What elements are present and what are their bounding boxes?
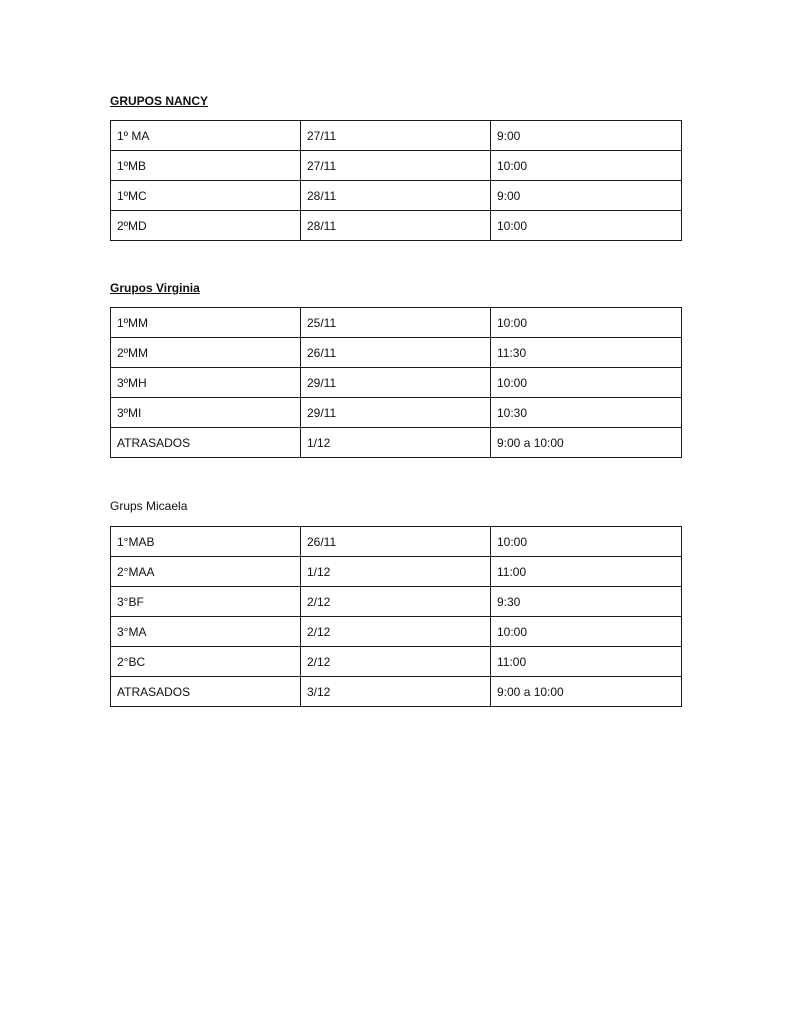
date-cell: 29/11 xyxy=(301,398,491,428)
time-cell: 10:00 xyxy=(491,308,682,338)
time-cell: 9:00 a 10:00 xyxy=(491,428,682,458)
time-cell: 10:00 xyxy=(491,368,682,398)
date-cell: 28/11 xyxy=(301,181,491,211)
date-cell: 29/11 xyxy=(301,368,491,398)
time-cell: 9:30 xyxy=(491,587,682,617)
group-cell: 1ºMM xyxy=(111,308,301,338)
group-cell: 2ºMM xyxy=(111,338,301,368)
group-cell: 3ºMH xyxy=(111,368,301,398)
date-cell: 3/12 xyxy=(301,677,491,707)
time-cell: 11:00 xyxy=(491,557,682,587)
time-cell: 9:00 xyxy=(491,181,682,211)
date-cell: 2/12 xyxy=(301,587,491,617)
date-cell: 2/12 xyxy=(301,617,491,647)
section-title-nancy: GRUPOS NANCY xyxy=(110,94,209,108)
table-row xyxy=(111,617,682,647)
time-cell: 9:00 a 10:00 xyxy=(491,677,682,707)
group-cell: ATRASADOS xyxy=(111,428,301,458)
table-row xyxy=(111,211,682,241)
date-cell: 1/12 xyxy=(301,428,491,458)
group-cell: ATRASADOS xyxy=(111,677,301,707)
table-row xyxy=(111,398,682,428)
time-cell: 9:00 xyxy=(491,121,682,151)
table-row xyxy=(111,338,682,368)
date-cell: 26/11 xyxy=(301,338,491,368)
date-cell: 27/11 xyxy=(301,151,491,181)
date-cell: 1/12 xyxy=(301,557,491,587)
date-cell: 28/11 xyxy=(301,211,491,241)
section-title-micaela: Grups Micaela xyxy=(110,499,188,513)
time-cell: 10:30 xyxy=(491,398,682,428)
group-cell: 3°MA xyxy=(111,617,301,647)
schedule-table-nancy xyxy=(110,120,682,241)
time-cell: 10:00 xyxy=(491,617,682,647)
date-cell: 27/11 xyxy=(301,121,491,151)
group-cell: 1º MA xyxy=(111,121,301,151)
time-cell: 10:00 xyxy=(491,151,682,181)
group-cell: 2°MAA xyxy=(111,557,301,587)
table-row xyxy=(111,308,682,338)
group-cell: 1ºMC xyxy=(111,181,301,211)
date-cell: 2/12 xyxy=(301,647,491,677)
time-cell: 11:30 xyxy=(491,338,682,368)
schedule-table-virginia xyxy=(110,307,682,458)
table-row xyxy=(111,121,682,151)
table-row xyxy=(111,151,682,181)
time-cell: 10:00 xyxy=(491,527,682,557)
time-cell: 10:00 xyxy=(491,211,682,241)
table-row xyxy=(111,677,682,707)
group-cell: 3°BF xyxy=(111,587,301,617)
group-cell: 2°BC xyxy=(111,647,301,677)
table-row xyxy=(111,587,682,617)
table-row xyxy=(111,428,682,458)
schedule-table-micaela xyxy=(110,526,682,707)
group-cell: 3ºMI xyxy=(111,398,301,428)
group-cell: 2ºMD xyxy=(111,211,301,241)
table-row xyxy=(111,557,682,587)
section-title-virginia: Grupos Virginia xyxy=(110,281,200,295)
group-cell: 1ºMB xyxy=(111,151,301,181)
date-cell: 26/11 xyxy=(301,527,491,557)
time-cell: 11:00 xyxy=(491,647,682,677)
table-row xyxy=(111,181,682,211)
group-cell: 1°MAB xyxy=(111,527,301,557)
table-row xyxy=(111,527,682,557)
date-cell: 25/11 xyxy=(301,308,491,338)
table-row xyxy=(111,368,682,398)
table-row xyxy=(111,647,682,677)
